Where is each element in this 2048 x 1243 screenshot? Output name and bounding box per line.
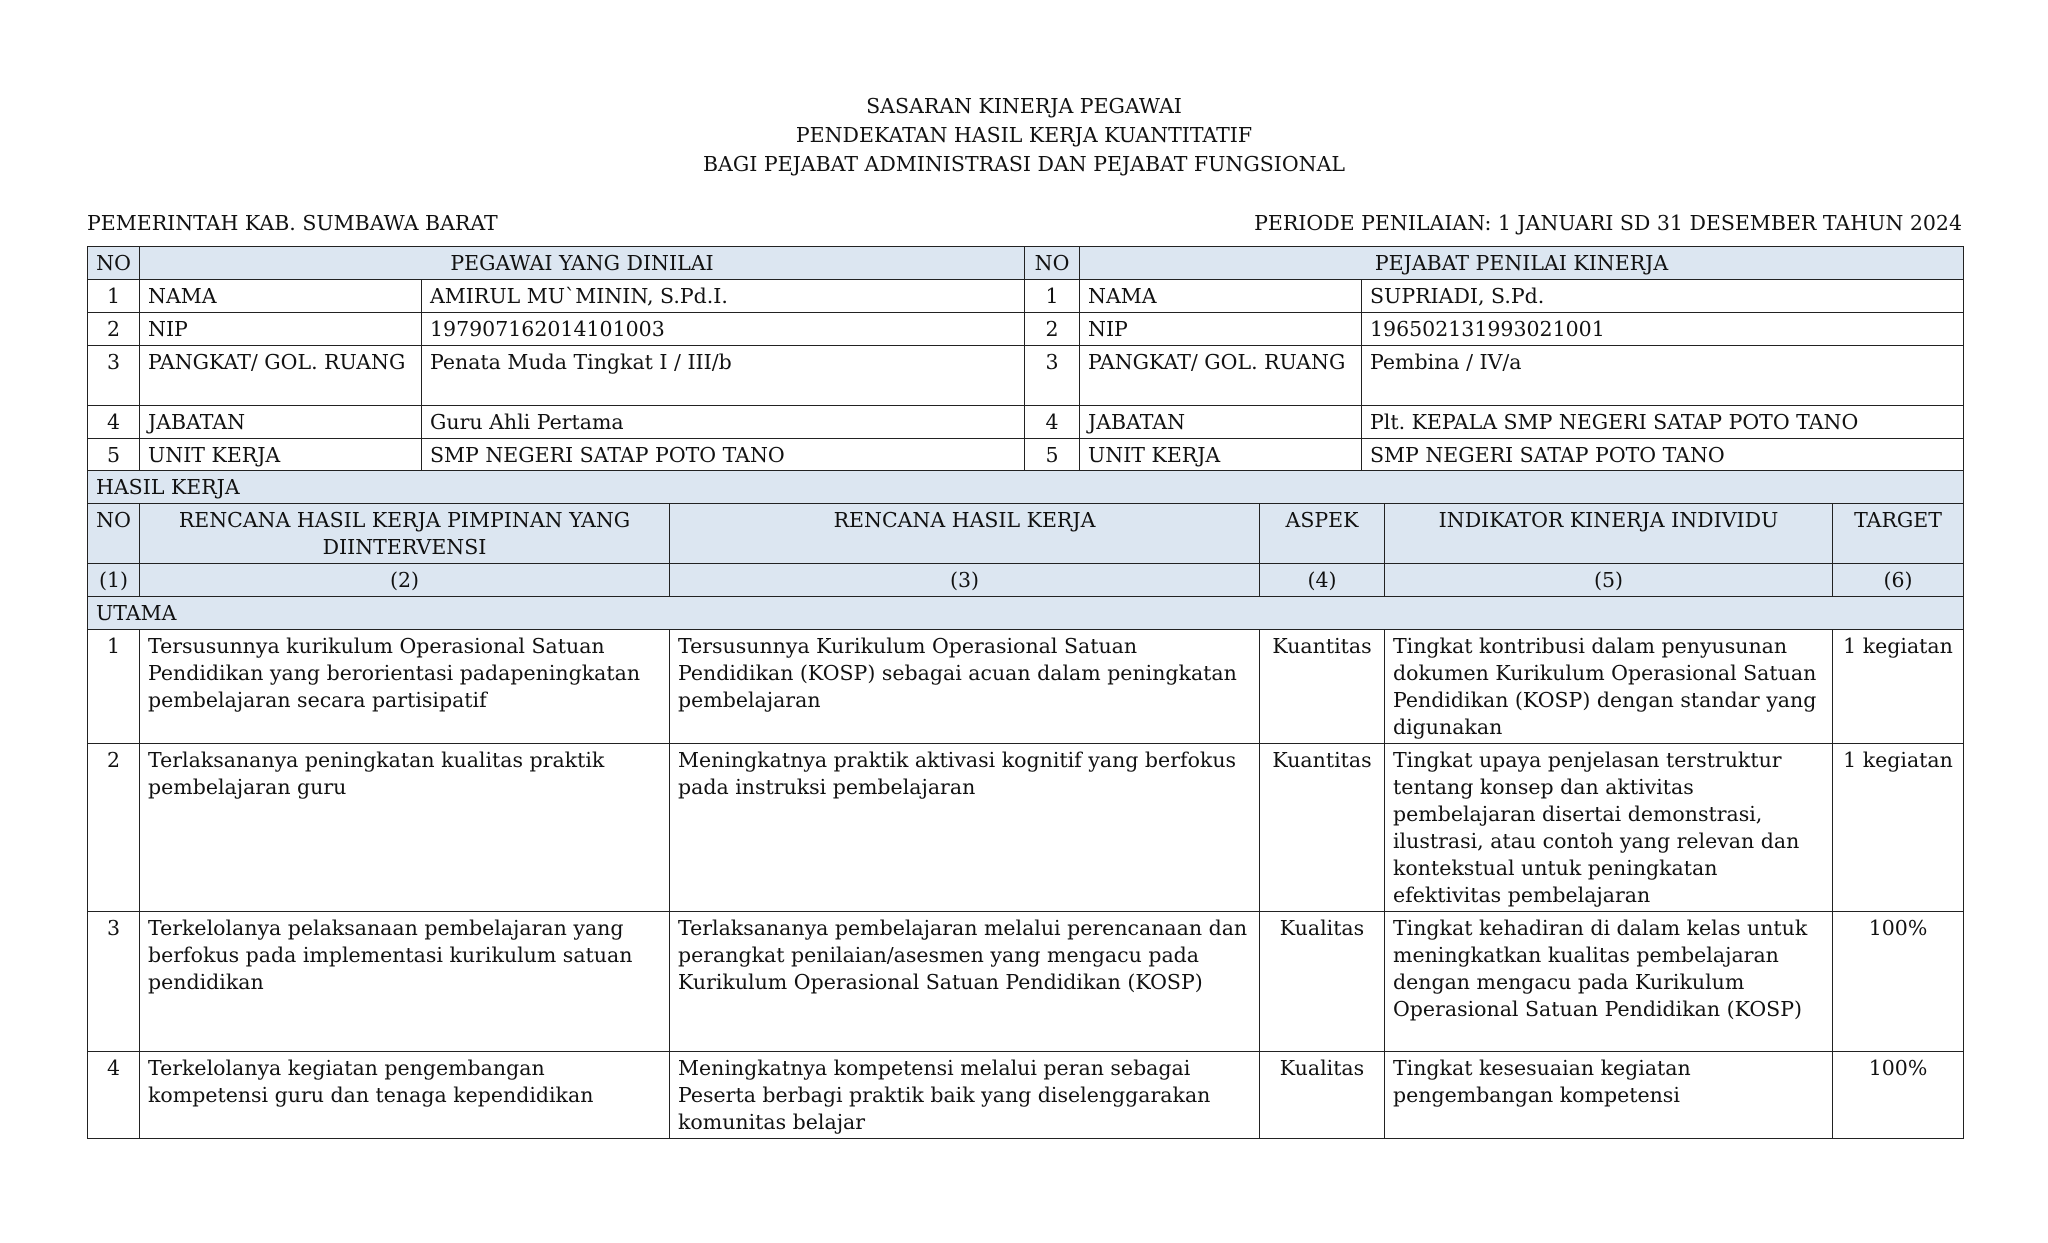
pegawai-no-header: NO [88,247,140,280]
meta-row [87,211,1962,241]
field-label: PANGKAT/ GOL. RUANG [1080,346,1362,406]
row-no: 1 [1025,280,1080,313]
target-cell: 100% [1833,1052,1964,1139]
aspek-cell: Kualitas [1260,1052,1385,1139]
pegawai-header: PEGAWAI YANG DINILAI [140,247,1025,280]
penilai-no-header: NO [1025,247,1080,280]
assessment-period: PERIODE PENILAIAN: 1 JANUARI SD 31 DESEMBER TAHUN 2024 [1254,211,1962,235]
row-no: 5 [88,439,140,473]
section-label: UTAMA [88,597,1964,630]
pegawai-value: 197907162014101003 [422,313,1025,346]
identity-row [88,439,1964,473]
identity-row [88,346,1964,406]
rencana-cell: Meningkatnya praktik aktivasi kognitif yang berfokus pada instruksi pembelajaran [670,744,1260,912]
table-row [88,744,1964,912]
target-cell: 1 kegiatan [1833,630,1964,744]
row-no: 4 [1025,406,1080,439]
col-number: (2) [140,564,670,597]
row-no: 1 [88,630,140,744]
col-number: (3) [670,564,1260,597]
col-number: (1) [88,564,140,597]
penilai-value: Plt. KEPALA SMP NEGERI SATAP POTO TANO [1362,406,1964,439]
identity-row [88,313,1964,346]
row-no: 3 [1025,346,1080,406]
target-cell: 100% [1833,912,1964,1052]
title-line-2: PENDEKATAN HASIL KERJA KUANTITATIF [795,123,1253,147]
field-label: UNIT KERJA [140,439,422,473]
col-header-pimpinan: RENCANA HASIL KERJA PIMPINAN YANG DIINTERVENSI [140,504,670,564]
field-label: PANGKAT/ GOL. RUANG [140,346,422,406]
col-header-rencana: RENCANA HASIL KERJA [670,504,1260,564]
government-label: PEMERINTAH KAB. SUMBAWA BARAT [87,211,498,235]
row-no: 1 [88,280,140,313]
pimpinan-cell: Terkelolanya kegiatan pengembangan kompetensi guru dan tenaga kependidikan [140,1052,670,1139]
indikator-cell: Tingkat upaya penjelasan terstruktur tentang konsep dan aktivitas pembelajaran disertai demonstrasi, ilustrasi, atau contoh yang relevan dan kontekstual untuk peningkatan efektivitas pembelajaran [1385,744,1833,912]
title-line-3: BAGI PEJABAT ADMINISTRASI DAN PEJABAT FUNGSIONAL [702,152,1346,176]
penilai-value: 196502131993021001 [1362,313,1964,346]
row-no: 3 [88,346,140,406]
col-number: (4) [1260,564,1385,597]
row-no: 4 [88,1052,140,1139]
section-band [88,597,1964,630]
identity-row [88,280,1964,313]
col-header-target: TARGET [1833,504,1964,564]
col-number: (6) [1833,564,1964,597]
aspek-cell: Kuantitas [1260,630,1385,744]
document-title [0,92,2048,179]
title-line-1: SASARAN KINERJA PEGAWAI [866,94,1182,118]
field-label: NAMA [140,280,422,313]
target-cell: 1 kegiatan [1833,744,1964,912]
pegawai-value: SMP NEGERI SATAP POTO TANO [422,439,1025,473]
col-header-no: NO [88,504,140,564]
pegawai-value: AMIRUL MU`MININ, S.Pd.I. [422,280,1025,313]
penilai-value: Pembina / IV/a [1362,346,1964,406]
col-header-aspek: ASPEK [1260,504,1385,564]
row-no: 5 [1025,439,1080,473]
aspek-cell: Kuantitas [1260,744,1385,912]
identity-row [88,406,1964,439]
penilai-header: PEJABAT PENILAI KINERJA [1080,247,1964,280]
pimpinan-cell: Terlaksananya peningkatan kualitas praktik pembelajaran guru [140,744,670,912]
col-number: (5) [1385,564,1833,597]
indikator-cell: Tingkat kontribusi dalam penyusunan dokumen Kurikulum Operasional Satuan Pendidikan (KOSP) dengan standar yang digunakan [1385,630,1833,744]
field-label: JABATAN [1080,406,1362,439]
hasil-kerja-table [87,470,1964,1139]
table-row [88,630,1964,744]
row-no: 4 [88,406,140,439]
pimpinan-cell: Terkelolanya pelaksanaan pembelajaran yang berfokus pada implementasi kurikulum satuan pendidikan [140,912,670,1052]
hasil-kerja-header-row [88,504,1964,564]
aspek-cell: Kualitas [1260,912,1385,1052]
table-row [88,1052,1964,1139]
field-label: JABATAN [140,406,422,439]
pimpinan-cell: Tersusunnya kurikulum Operasional Satuan Pendidikan yang berorientasi padapeningkatan pembelajaran secara partisipatif [140,630,670,744]
rencana-cell: Terlaksananya pembelajaran melalui perencanaan dan perangkat penilaian/asesmen yang mengacu pada Kurikulum Operasional Satuan Pendidikan (KOSP) [670,912,1260,1052]
col-header-indikator: INDIKATOR KINERJA INDIVIDU [1385,504,1833,564]
field-label: NAMA [1080,280,1362,313]
field-label: NIP [140,313,422,346]
penilai-value: SMP NEGERI SATAP POTO TANO [1362,439,1964,473]
field-label: NIP [1080,313,1362,346]
indikator-cell: Tingkat kehadiran di dalam kelas untuk meningkatkan kualitas pembelajaran dengan mengacu pada Kurikulum Operasional Satuan Pendidikan (KOSP) [1385,912,1833,1052]
hasil-kerja-band [88,471,1964,504]
row-no: 3 [88,912,140,1052]
row-no: 2 [88,744,140,912]
column-number-row [88,564,1964,597]
identity-table [87,246,1964,474]
pegawai-value: Penata Muda Tingkat I / III/b [422,346,1025,406]
field-label: UNIT KERJA [1080,439,1362,473]
table-row [88,912,1964,1052]
indikator-cell: Tingkat kesesuaian kegiatan pengembangan kompetensi [1385,1052,1833,1139]
row-no: 2 [1025,313,1080,346]
identity-header-row [88,247,1964,280]
row-no: 2 [88,313,140,346]
penilai-value: SUPRIADI, S.Pd. [1362,280,1964,313]
rencana-cell: Meningkatnya kompetensi melalui peran sebagai Peserta berbagi praktik baik yang diselenggarakan komunitas belajar [670,1052,1260,1139]
rencana-cell: Tersusunnya Kurikulum Operasional Satuan Pendidikan (KOSP) sebagai acuan dalam peningkatan pembelajaran [670,630,1260,744]
pegawai-value: Guru Ahli Pertama [422,406,1025,439]
hasil-kerja-label: HASIL KERJA [88,471,1964,504]
